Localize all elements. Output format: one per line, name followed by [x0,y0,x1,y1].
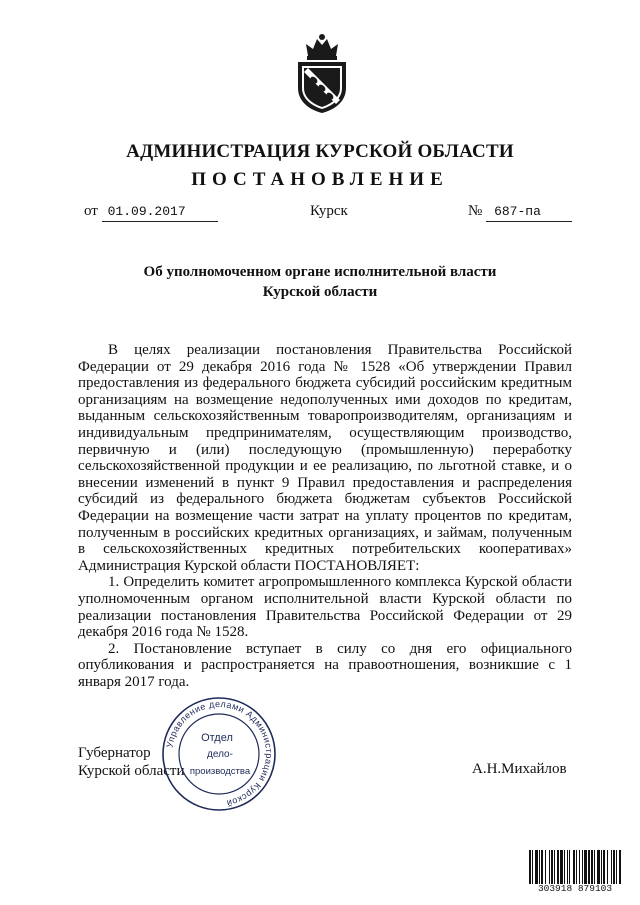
subject-line-2: Курской области [262,284,378,300]
barcode-bars-icon [528,850,622,884]
coat-of-arms-icon [292,32,352,114]
number-block [468,200,572,222]
date-label: от [84,203,98,219]
stamp-center-line-2: дело- [207,749,233,760]
subject-line-1: Об уполномоченном органе исполнительной власти [143,264,497,280]
document-number: 687-па [486,203,572,222]
signature-position-line-1: Губернатор [78,745,151,761]
document-city: Курск [310,203,348,219]
body-paragraph-2: 1. Определить комитет агропромышленного комплекса Курской области уполномоченным органом исполнительной власти Курской области по реализации постановления Правительства Российской Федерации от 29 декабря 2016 года № 1528. [78,574,572,641]
body-paragraph-3: 2. Постановление вступает в силу со дня его официального опубликования и распространяется на правоотношения, возникшие с 1 января 2017 года. [78,640,572,690]
official-stamp [160,695,278,813]
stamp-center-line-1: Отдел [201,732,233,744]
document-subject [0,262,640,302]
signatory-name: А.Н.Михайлов [472,761,567,777]
signature-position-line-2: Курской области [78,763,185,779]
number-label: № [468,203,483,219]
stamp-ring-text: Управление делами Администрации Курской [164,698,275,809]
barcode [528,850,622,894]
stamp-center-line-3: производства [189,766,251,777]
barcode-number: 303918 879103 [537,883,613,894]
organization-title: АДМИНИСТРАЦИЯ КУРСКОЙ ОБЛАСТИ [126,141,514,162]
document-body [78,342,572,690]
document-type-title: ПОСТАНОВЛЕНИЕ [191,169,449,190]
document-date: 01.09.2017 [102,203,218,222]
body-paragraph-1: В целях реализации постановления Правительства Российской Федерации от 29 декабря 2016 года № 1528 «Об утверждении Правил предоставления из федерального бюджета субсидий российским кредитным организациям на возмещение недополученных ими доходов по кредитам, выданным сельскохозяйственным товаропроизводителям, организациям и индивидуальным предпринимателям, осуществляющим производство, первичную и (или) последующую (промышленную) переработку сельскохозяйственной продукции и ее реализацию, по льготной ставке, и о внесении изменений в пункт 9 Правил предоставления и распределения субсидий из федерального бюджета бюджетам субъектов Российской Федерации на возмещение части затрат на уплату процентов по кредитам, полученным в российских кредитных организациях, и займам, полученным в сельскохозяйственных кредитных потребительских кооперативах» Администрация Курской области ПОСТАНОВЛЯЕТ: [78,342,572,574]
date-block [84,200,218,222]
